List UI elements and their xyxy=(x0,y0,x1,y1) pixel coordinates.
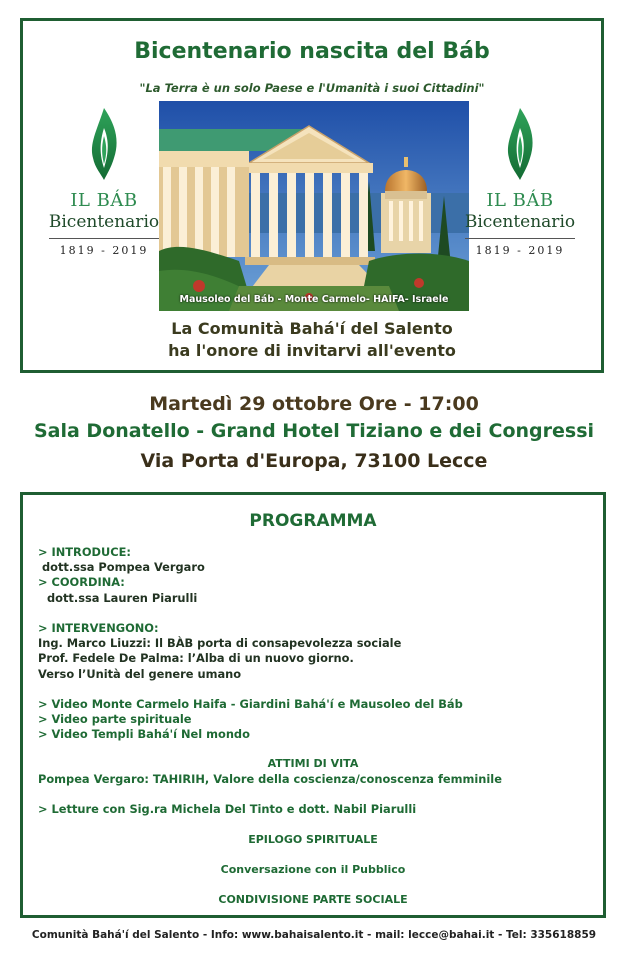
invite-line1: La Comunità Bahá'í del Salento xyxy=(171,319,453,338)
attimi-block xyxy=(38,772,593,818)
footer-contacts: Comunità Bahá'í del Salento - Info: www.bahaisalento.it - mail: lecce@bahai.it - Tel: 335618859 xyxy=(31,929,597,941)
programme-title: PROGRAMMA xyxy=(249,511,377,531)
quote: "La Terra è un solo Paese e l'Umanità i suoi Cittadini" xyxy=(139,81,485,95)
introduce-label: > INTRODUCE: xyxy=(38,545,131,559)
event-address: Via Porta d'Europa, 73100 Lecce xyxy=(140,450,488,472)
attimi-text: Pompea Vergaro: TAHIRIH, Valore della coscienza/conoscenza femminile xyxy=(38,772,502,786)
logo-line2: Bicentenario xyxy=(464,212,576,232)
coordina-label: > COORDINA: xyxy=(38,575,125,590)
invite-line2: ha l'onore di invitarvi all'evento xyxy=(168,341,456,360)
intervengono-label: > INTERVENGONO: xyxy=(38,620,159,635)
speaker-1: Ing. Marco Liuzzi: Il BÀB porta di consapevolezza sociale xyxy=(38,636,402,651)
header-frame xyxy=(20,18,604,373)
video-3: > Video Templi Bahá'í Nel mondo xyxy=(38,727,250,742)
bab-bicentenary-logo-left xyxy=(41,106,167,257)
conversazione: Conversazione con il Pubblico xyxy=(220,863,406,876)
epilogo: EPILOGO SPIRITUALE xyxy=(248,833,378,846)
logo-line1: IL BÁB xyxy=(70,190,138,211)
event-date: Martedì 29 ottobre Ore - 17:00 xyxy=(149,393,479,415)
logo-line1: IL BÁB xyxy=(486,190,554,211)
mausoleum-photo xyxy=(159,101,469,311)
flame-icon xyxy=(87,106,121,182)
video-1: > Video Monte Carmelo Haifa - Giardini Bahá'í e Mausoleo del Báb xyxy=(38,696,463,711)
mausoleum-illustration xyxy=(159,101,469,311)
photo-caption: Mausoleo del Báb - Monte Carmelo- HAIFA- Israele xyxy=(179,294,449,305)
event-title: Bicentenario nascita del Báb xyxy=(134,39,490,64)
logo-years: 1819 - 2019 xyxy=(475,244,565,257)
introduce-name: dott.ssa Pompea Vergaro xyxy=(42,560,205,575)
video-2: > Video parte spirituale xyxy=(38,712,192,727)
logo-years: 1819 - 2019 xyxy=(59,244,149,257)
letture: > Letture con Sig.ra Michela Del Tinto e dott. Nabil Piarulli xyxy=(38,802,417,817)
speaker-2-subtitle: Verso l’Unità del genere umano xyxy=(38,666,242,681)
coordina-name: dott.ssa Lauren Piarulli xyxy=(47,590,198,605)
programme-list xyxy=(38,545,593,742)
condivisione: CONDIVISIONE PARTE SOCIALE xyxy=(218,893,408,906)
speaker-2: Prof. Fedele De Palma: l’Alba di un nuovo giorno. xyxy=(38,651,354,666)
event-venue: Sala Donatello - Grand Hotel Tiziano e dei Congressi xyxy=(33,420,595,442)
bab-bicentenary-logo-right xyxy=(457,106,583,257)
attimi-title: ATTIMI DI VITA xyxy=(267,757,359,770)
flame-icon xyxy=(503,106,537,182)
logo-line2: Bicentenario xyxy=(48,212,160,232)
logo-rule xyxy=(49,238,159,239)
logo-rule xyxy=(465,238,575,239)
programme-frame xyxy=(20,492,606,918)
